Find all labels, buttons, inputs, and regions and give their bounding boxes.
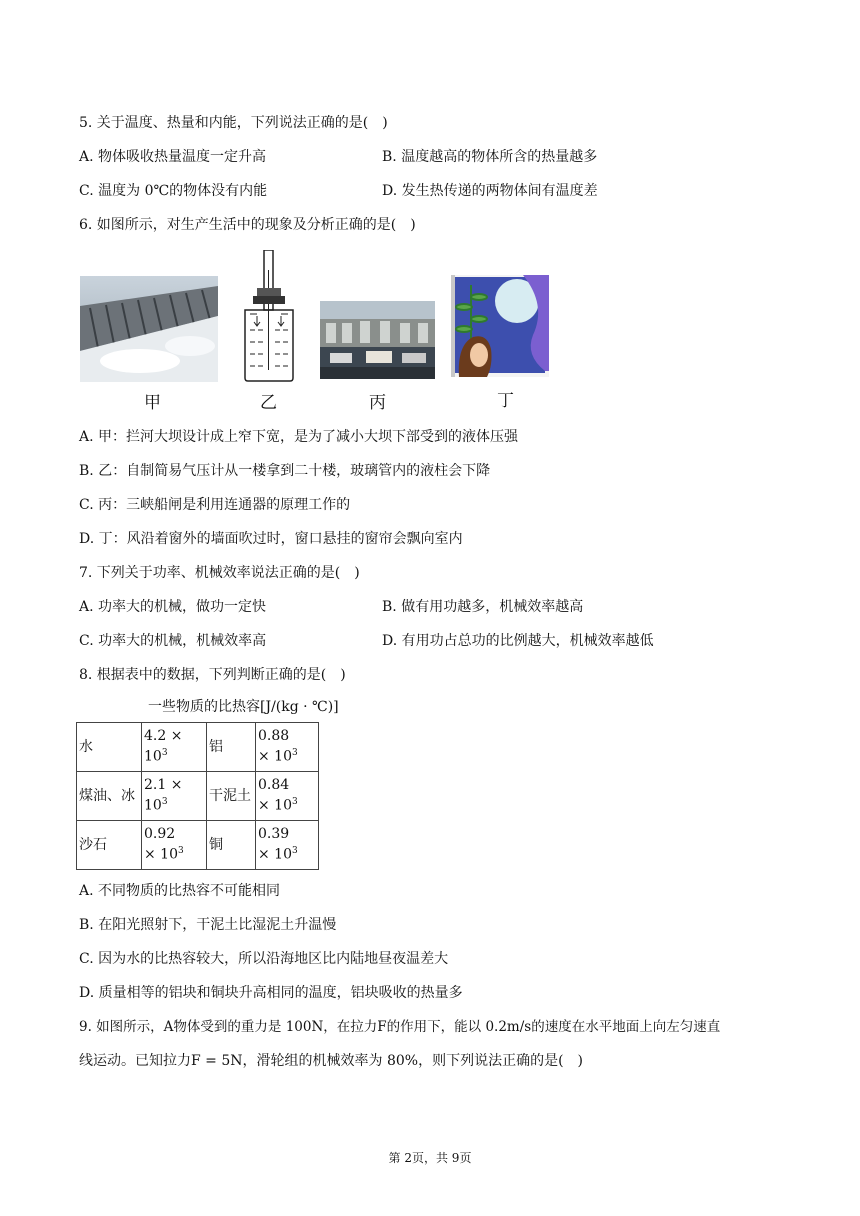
q6-stem: 6. 如图所示，对生产生活中的现象及分析正确的是( ) bbox=[79, 217, 416, 233]
barometer-diagram bbox=[241, 250, 297, 382]
table-cell: 0.92 × $10^3$ bbox=[142, 821, 207, 870]
q6-option-a: A. 甲：拦河大坝设计成上窄下宽，是为了减小大坝下部受到的液体压强 bbox=[79, 429, 519, 445]
q7-stem: 7. 下列关于功率、机械效率说法正确的是( ) bbox=[79, 565, 360, 581]
q9-stem-line1: 9. 如图所示，A物体受到的重力是 100N，在拉力F的作用下，能以 0.2m/s的速度在水平地面上向左匀速直 bbox=[79, 1019, 721, 1035]
q8-stem: 8. 根据表中的数据，下列判断正确的是( ) bbox=[79, 667, 346, 683]
q7-option-c: C. 功率大的机械，机械效率高 bbox=[79, 633, 267, 649]
q5-option-a: A. 物体吸收热量温度一定升高 bbox=[79, 149, 267, 165]
ship-lock-photo bbox=[320, 301, 435, 379]
table-row bbox=[77, 723, 319, 772]
table-cell: 0.39 × $10^3$ bbox=[256, 821, 319, 870]
q5-stem: 5. 关于温度、热量和内能，下列说法正确的是( ) bbox=[79, 115, 388, 131]
dam-photo bbox=[80, 276, 218, 382]
table-cell: 铝 bbox=[207, 723, 256, 772]
table-cell: 铜 bbox=[207, 821, 256, 870]
table-cell: 0.88 × $10^3$ bbox=[256, 723, 319, 772]
q7-option-d: D. 有用功占总功的比例越大，机械效率越低 bbox=[382, 633, 654, 649]
label-ding: 丁 bbox=[497, 391, 514, 411]
q8-option-b: B. 在阳光照射下，干泥土比湿泥土升温慢 bbox=[79, 917, 337, 933]
table-cell: $2.1 \times 10^3$ bbox=[142, 772, 207, 821]
table-row bbox=[77, 821, 319, 870]
q7-option-a: A. 功率大的机械，做功一定快 bbox=[79, 599, 267, 615]
specific-heat-table bbox=[76, 722, 319, 870]
window-curtain-picture bbox=[451, 275, 549, 377]
q5-option-b: B. 温度越高的物体所含的热量越多 bbox=[382, 149, 598, 165]
label-jia: 甲 bbox=[144, 393, 161, 413]
q5-option-c: C. 温度为 0℃的物体没有内能 bbox=[79, 183, 268, 199]
page-footer: 第 2页，共 9页 bbox=[388, 1151, 472, 1165]
label-yi: 乙 bbox=[260, 393, 277, 413]
table-cell: 干泥土 bbox=[207, 772, 256, 821]
q5-option-d: D. 发生热传递的两物体间有温度差 bbox=[382, 183, 598, 199]
q6-option-d: D. 丁：风沿着窗外的墙面吹过时，窗口悬挂的窗帘会飘向室内 bbox=[79, 531, 463, 547]
q8-option-a: A. 不同物质的比热容不可能相同 bbox=[79, 883, 281, 899]
table-cell: 沙石 bbox=[77, 821, 142, 870]
q8-option-d: D. 质量相等的铝块和铜块升高相同的温度，铝块吸收的热量多 bbox=[79, 985, 463, 1001]
table-row bbox=[77, 772, 319, 821]
table-cell: 0.84 × $10^3$ bbox=[256, 772, 319, 821]
q6-option-b: B. 乙：自制简易气压计从一楼拿到二十楼，玻璃管内的液柱会下降 bbox=[79, 463, 491, 479]
q8-option-c: C. 因为水的比热容较大，所以沿海地区比内陆地昼夜温差大 bbox=[79, 951, 449, 967]
table-cell: 煤油、冰 bbox=[77, 772, 142, 821]
label-bing: 丙 bbox=[369, 393, 386, 413]
table-cell: 水 bbox=[77, 723, 142, 772]
q6-option-c: C. 丙：三峡船闸是利用连通器的原理工作的 bbox=[79, 497, 351, 513]
q9-stem-line2: 线运动。已知拉力F = 5N，滑轮组的机械效率为 80%，则下列说法正确的是( ) bbox=[79, 1053, 583, 1069]
q7-option-b: B. 做有用功越多，机械效率越高 bbox=[382, 599, 584, 615]
table-cell: $4.2 \times 10^3$ bbox=[142, 723, 207, 772]
table-caption: 一些物质的比热容[J/(kg · ℃)] bbox=[148, 699, 339, 715]
